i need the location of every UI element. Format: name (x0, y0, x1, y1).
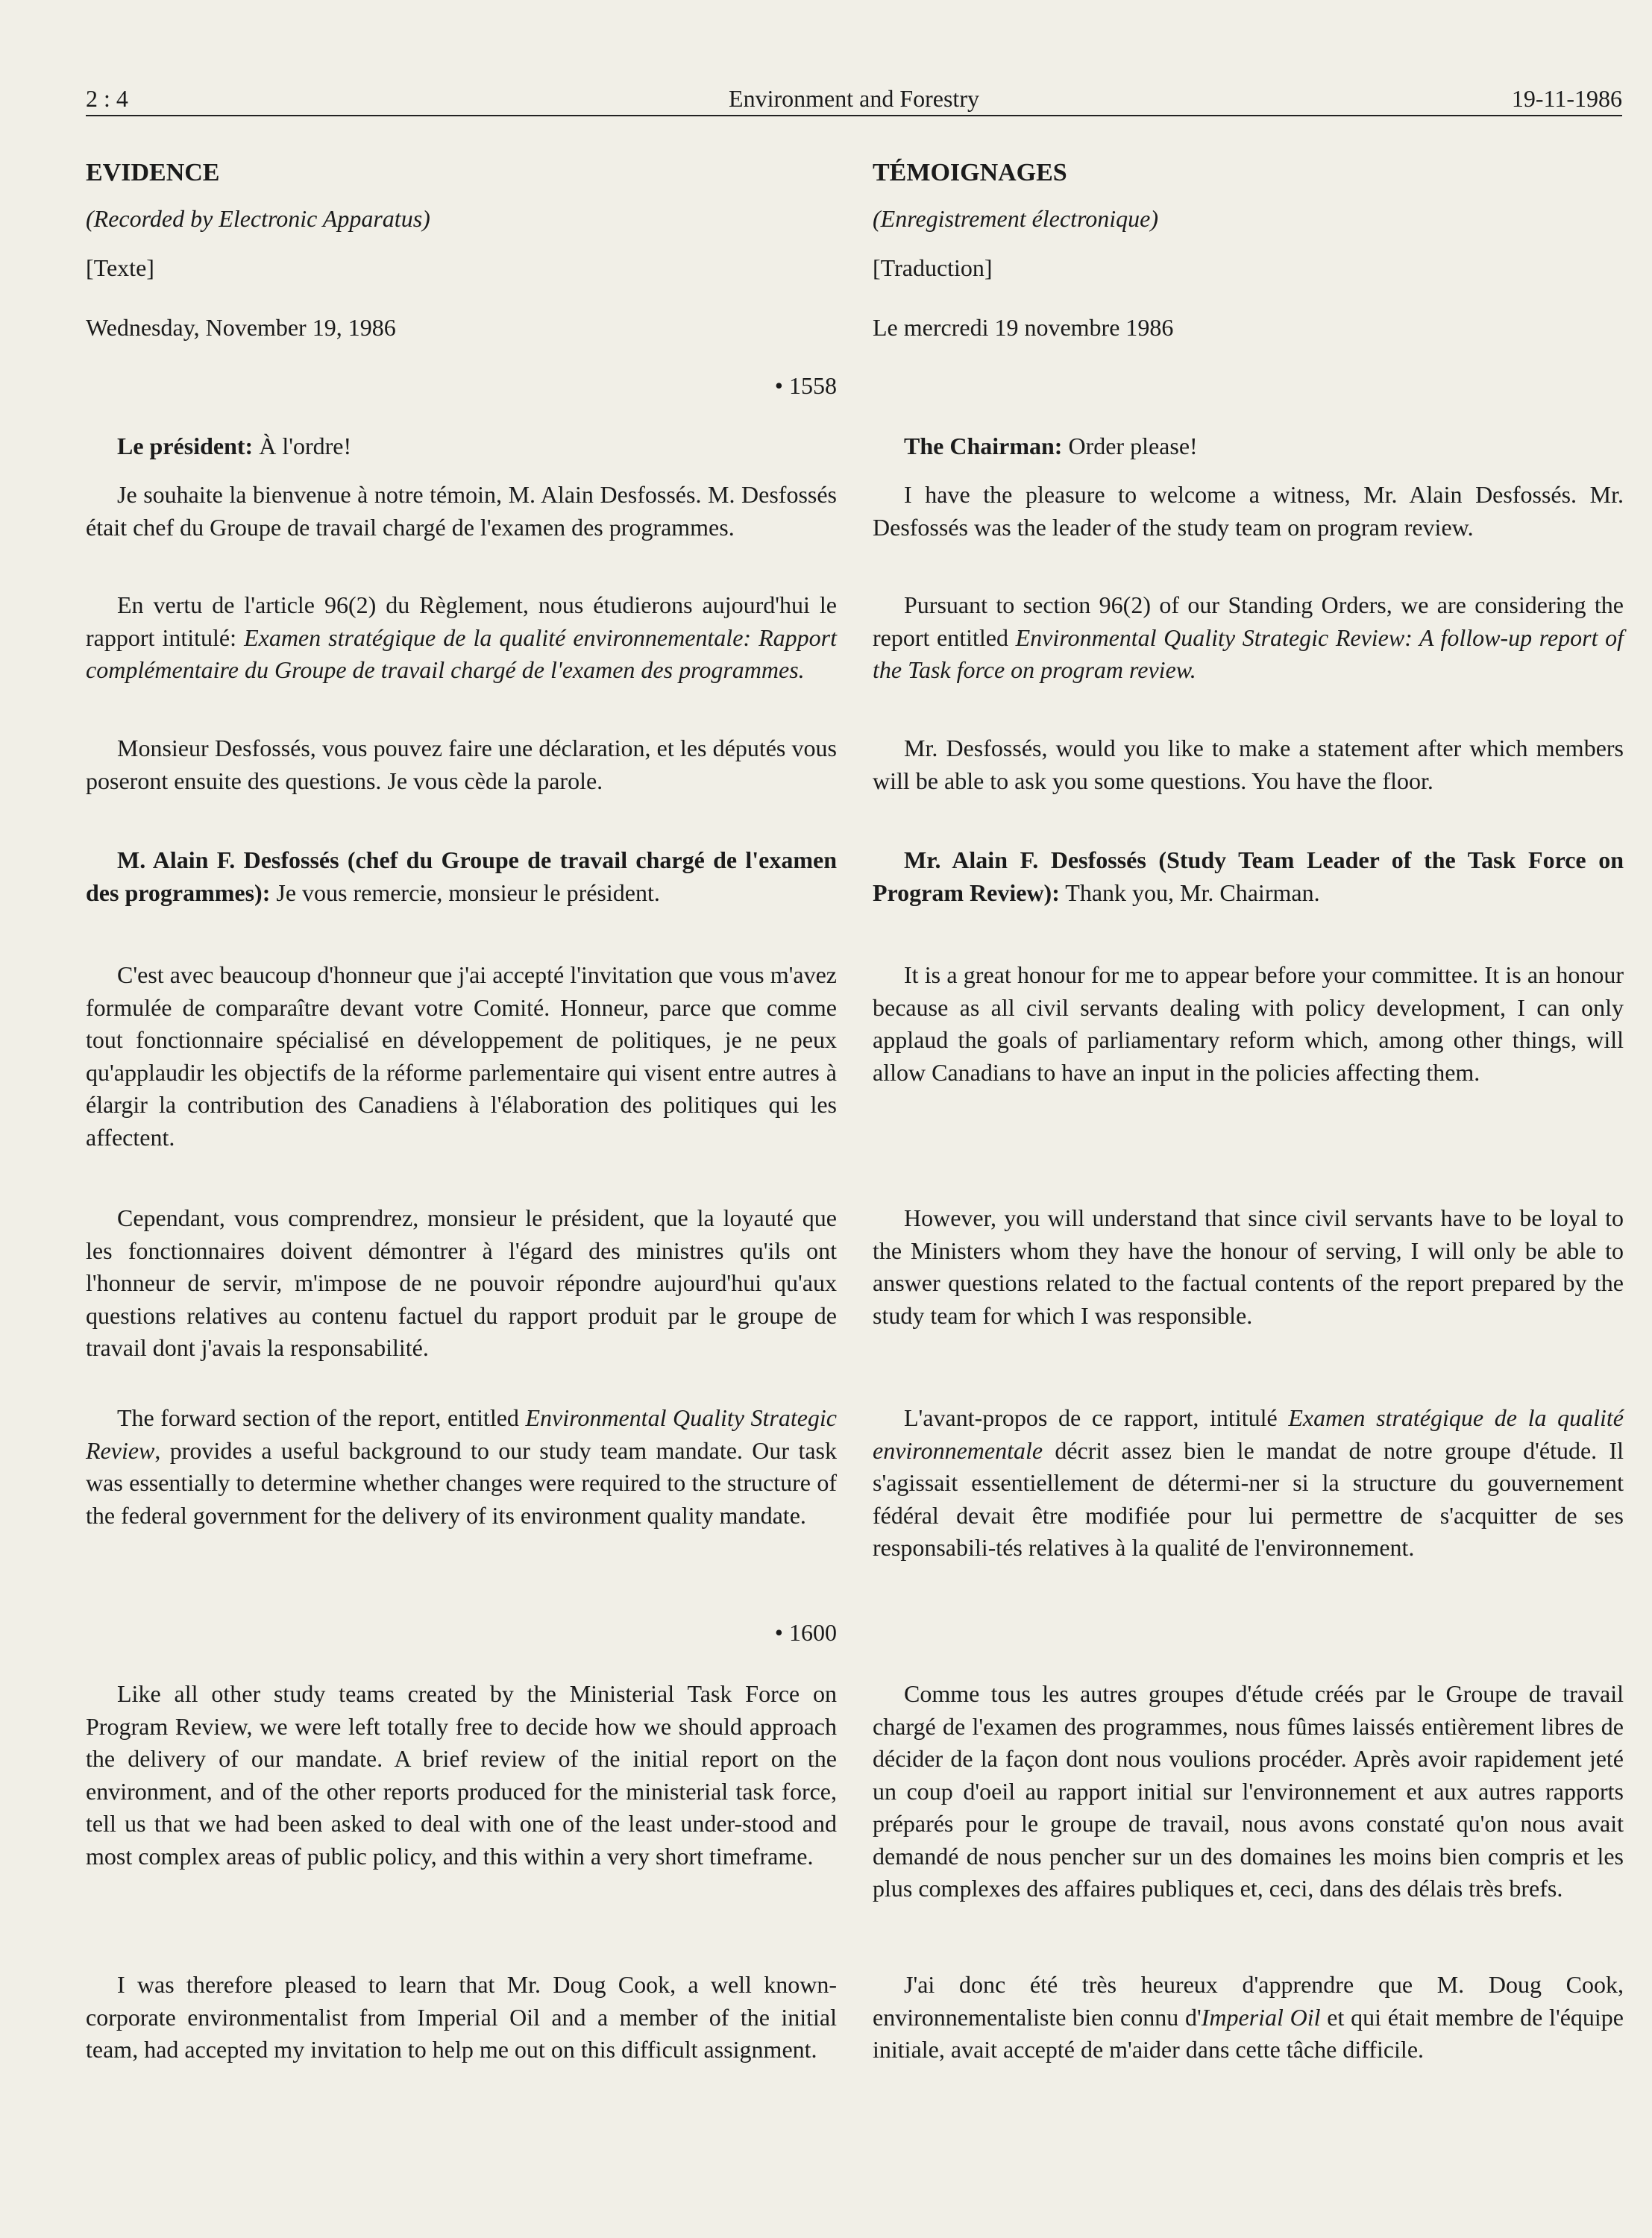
running-title: Environment and Forestry (729, 85, 979, 112)
paragraph: C'est avec beaucoup d'honneur que j'ai accepté l'invitation que vous m'avez formulée de comparaître devant votre Comité. Honneur, parce que comme tout fonctionnaire spécialisé en développement de politiques, je ne peux qu'applaudir les objectifs de la réforme parlementaire qui visent entre autres à élargir la contribution des Canadiens à l'élaboration des politiques qui les affectent. (86, 961, 837, 1151)
speaker-paragraph: M. Alain F. Desfossés (chef du Groupe de travail chargé de l'examen des programmes): Je vous remercie, monsieur le président. (86, 846, 837, 906)
date-line: Le mercredi 19 novembre 1986 (873, 314, 1174, 341)
paragraph: En vertu de l'article 96(2) du Règlement, nous étudierons aujourd'hui le rapport intitulé: Examen stratégique de la qualité environnementale: Rapport complémentaire du Groupe de travail chargé de l'examen des programmes. (86, 591, 838, 683)
speaker-paragraph: Le président: À l'ordre! (117, 433, 352, 459)
paragraph: Mr. Desfossés, would you like to make a statement after which members will be able to ask you some questions. You have the floor. (873, 735, 1624, 794)
speaker-name: M. Alain F. Desfossés (chef du Groupe de travail chargé de l'examen des programmes): (86, 846, 837, 906)
timestamp: • 1558 (774, 372, 837, 399)
report-title: Environmental Quality Strategic Review: A follow-up report of the Task force on program review. (873, 623, 1624, 683)
recording-note: (Enregistrement électronique) (873, 205, 1158, 232)
date-line: Wednesday, November 19, 1986 (86, 314, 396, 341)
recording-note: (Recorded by Electronic Apparatus) (86, 205, 430, 232)
speaker-name: Mr. Alain F. Desfossés (Study Team Leader of the Task Force on Program Review): (873, 846, 1624, 906)
report-title: Environmental Quality Strategic Review (86, 1404, 838, 1464)
paragraph: The forward section of the report, entitled Environmental Quality Strategic Review, provides a useful background to our study team mandate. Our task was essentially to determine whether changes were required to the structure of the federal government for the delivery of its environment quality mandate. (86, 1404, 838, 1529)
paragraph: J'ai donc été très heureux d'apprendre que M. Doug Cook, environnementaliste bien connu d'Imperial Oil et qui était membre de l'équipe initiale, avait accepté de m'aider dans cette tâche difficile. (873, 1971, 1624, 2063)
paragraph: I have the pleasure to welcome a witness, Mr. Alain Desfossés. Mr. Desfossés was the leader of the study team on program review. (873, 481, 1624, 541)
page-number: 2 : 4 (86, 85, 128, 112)
timestamp: • 1600 (774, 1619, 837, 1646)
report-title: Examen stratégique de la qualité environnementale: Rapport complémentaire du Groupe de travail chargé de l'examen des programmes. (86, 623, 838, 683)
paragraph: Cependant, vous comprendrez, monsieur le président, que la loyauté que les fonctionnaires doivent démontrer à l'égard des ministres qu'ils ont l'honneur de servir, m'impose de ne pouvoir répondre aujourd'hui qu'aux questions relatives au contenu factuel du rapport produit par le groupe de travail dont j'avais la responsabilité. (86, 1204, 837, 1361)
paragraph: Comme tous les autres groupes d'étude créés par le Groupe de travail chargé de l'examen des programmes, nous fûmes laissés entièrement libres de décider de la façon dont nous voulions procéder. Après avoir rapidement jeté un coup d'oeil au rapport initial sur l'environnement et aux autres rapports préparés pour le groupe de travail, nous avons constaté qu'on nous avait demandé de nous pencher sur un des domaines les moins bien compris et les plus complexes des affaires publiques et, ceci, dans des délais très brefs. (873, 1680, 1624, 1902)
paragraph: However, you will understand that since civil servants have to be loyal to the Ministers whom they have the honour of serving, I will only be able to answer questions related to the factual contents of the report prepared by the study team for which I was responsible. (873, 1204, 1624, 1329)
text-note: [Texte] (86, 254, 154, 281)
paragraph: I was therefore pleased to learn that Mr. Doug Cook, a well known-corporate environmentalist from Imperial Oil and a member of the initial team, had accepted my invitation to help me out on this difficult assignment. (86, 1971, 837, 2063)
page-header (86, 84, 1622, 116)
speaker-paragraph: The Chairman: Order please! (904, 433, 1198, 459)
paragraph: Pursuant to section 96(2) of our Standing Orders, we are considering the report entitled Environmental Quality Strategic Review: A follow-up report of the Task force on program review. (873, 591, 1624, 683)
paragraph: Like all other study teams created by the Ministerial Task Force on Program Review, we were left totally free to decide how we should approach the delivery of our mandate. A brief review of the initial report on the environment, and of the other reports produced for the ministerial task force, tell us that we had been asked to deal with one of the least under-stood and most complex areas of public policy, and this within a very short timeframe. (86, 1680, 837, 1870)
header-date: 19-11-1986 (1511, 85, 1622, 112)
speaker-name: Le président: (117, 433, 254, 459)
paragraph: Monsieur Desfossés, vous pouvez faire une déclaration, et les députés vous poseront ensuite des questions. Je vous cède la parole. (86, 735, 837, 794)
paragraph: It is a great honour for me to appear before your committee. It is an honour because as all civil servants dealing with policy development, I can only applaud the goals of parliamentary reform which, among other things, will allow Canadians to have an input in the policies affecting them. (873, 961, 1624, 1086)
speaker-name: The Chairman: (904, 433, 1063, 459)
section-title: TÉMOIGNAGES (873, 159, 1067, 186)
company-name: Imperial Oil (1201, 2003, 1321, 2031)
paragraph: Je souhaite la bienvenue à notre témoin, M. Alain Desfossés. M. Desfossés était chef du Groupe de travail chargé de l'examen des programmes. (86, 481, 837, 541)
report-title: Examen stratégique de la qualité environnementale (873, 1404, 1624, 1464)
paragraph: L'avant-propos de ce rapport, intitulé Examen stratégique de la qualité environnementale décrit assez bien le mandat de notre groupe d'étude. Il s'agissait essentiellement de détermi-ner si la structure du gouvernement fédéral devait être modifiée pour lui permettre de s'acquitter de ses responsabili-tés relatives à la qualité de l'environnement. (873, 1404, 1624, 1561)
speaker-paragraph: Mr. Alain F. Desfossés (Study Team Leader of the Task Force on Program Review): Thank you, Mr. Chairman. (873, 846, 1624, 906)
text-note: [Traduction] (873, 254, 993, 281)
section-title: EVIDENCE (86, 159, 220, 186)
